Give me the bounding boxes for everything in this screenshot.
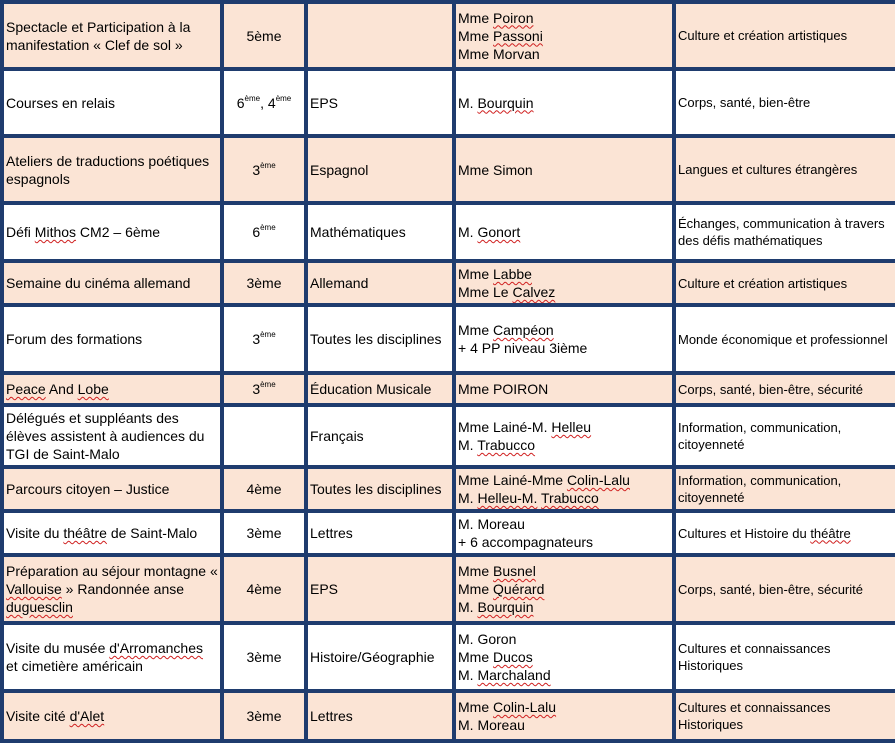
domain-text: Culture et création artistiques bbox=[678, 275, 848, 291]
domain-cell bbox=[676, 469, 895, 513]
activity-cell bbox=[4, 625, 224, 693]
level-superscript-second: ème bbox=[275, 93, 292, 103]
teacher-name: M. Helleu-M. Trabucco bbox=[458, 490, 599, 506]
discipline-cell bbox=[308, 469, 456, 513]
teachers-cell bbox=[456, 513, 676, 557]
level-superscript: ème bbox=[260, 223, 276, 233]
teachers-cell bbox=[456, 71, 676, 138]
discipline-cell bbox=[308, 307, 456, 375]
discipline-text: Allemand bbox=[310, 275, 369, 291]
discipline-cell bbox=[308, 138, 456, 205]
discipline-text: Histoire/Géographie bbox=[310, 649, 435, 665]
level-text: 6 bbox=[252, 224, 261, 240]
domain-cell bbox=[676, 205, 895, 263]
activity-text: Visite du théâtre de Saint-Malo bbox=[6, 525, 198, 541]
domain-cell bbox=[676, 71, 895, 138]
level-text: 5ème bbox=[246, 27, 282, 44]
teacher-name: Mme Busnel bbox=[458, 563, 536, 579]
teachers-cell bbox=[456, 625, 676, 693]
table-row bbox=[4, 693, 895, 743]
discipline-cell bbox=[308, 263, 456, 307]
level-text: 3 bbox=[252, 331, 261, 347]
teacher-name: M. Moreau bbox=[458, 717, 525, 733]
domain-cell bbox=[676, 4, 895, 71]
domain-cell bbox=[676, 557, 895, 625]
domain-text: Corps, santé, bien-être, sécurité bbox=[678, 381, 863, 397]
activity-cell bbox=[4, 693, 224, 743]
level-superscript: ème bbox=[260, 330, 276, 340]
domain-text: Corps, santé, bien-être bbox=[678, 95, 811, 110]
domain-text: Culture et création artistiques bbox=[678, 28, 848, 43]
discipline-cell bbox=[308, 513, 456, 557]
table-row bbox=[4, 138, 895, 205]
activity-cell bbox=[4, 4, 224, 71]
activity-cell bbox=[4, 513, 224, 557]
activity-cell bbox=[4, 307, 224, 375]
teacher-name: Mme Poiron bbox=[458, 9, 534, 26]
teacher-name: Mme Morvan bbox=[458, 45, 540, 62]
discipline-text: Français bbox=[310, 428, 364, 444]
activity-text: Délégués et suppléants des élèves assistent à audiences du TGI de Saint-Malo bbox=[6, 410, 205, 462]
level-text: 3 bbox=[252, 381, 261, 397]
discipline-text: Toutes les disciplines bbox=[310, 481, 442, 497]
level-text: 6 bbox=[236, 94, 245, 111]
teacher-name: M. Marchaland bbox=[458, 667, 551, 683]
domain-text: Information, communication, citoyenneté bbox=[678, 473, 842, 505]
teacher-name: M. Moreau bbox=[458, 516, 525, 532]
domain-text: Cultures et Histoire du théâtre bbox=[678, 525, 851, 541]
activity-text: Semaine du cinéma allemand bbox=[6, 275, 191, 291]
level-cell bbox=[224, 513, 308, 557]
domain-text: Monde économique et professionnel bbox=[678, 331, 888, 347]
level-text: 4ème bbox=[246, 481, 282, 497]
discipline-cell bbox=[308, 693, 456, 743]
teachers-cell bbox=[456, 307, 676, 375]
discipline-text: EPS bbox=[310, 581, 339, 597]
teacher-name: + 6 accompagnateurs bbox=[458, 534, 594, 550]
domain-cell bbox=[676, 307, 895, 375]
level-cell bbox=[224, 469, 308, 513]
discipline-text: Espagnol bbox=[310, 161, 369, 178]
teacher-name: Mme Quérard bbox=[458, 581, 545, 597]
level-text-second: , 4 bbox=[260, 94, 276, 111]
level-cell bbox=[224, 375, 308, 407]
table-row bbox=[4, 407, 895, 469]
teachers-cell bbox=[456, 138, 676, 205]
level-cell bbox=[224, 625, 308, 693]
teacher-name: Mme Le Calvez bbox=[458, 284, 556, 300]
teacher-name: Mme Colin-Lalu bbox=[458, 699, 557, 715]
activity-text: Visite cité d'Alet bbox=[6, 708, 105, 724]
table-row bbox=[4, 557, 895, 625]
level-cell bbox=[224, 205, 308, 263]
teacher-name: M. Gonort bbox=[458, 224, 521, 240]
discipline-cell bbox=[308, 407, 456, 469]
discipline-cell bbox=[308, 557, 456, 625]
activity-cell bbox=[4, 205, 224, 263]
activity-cell bbox=[4, 375, 224, 407]
activity-cell bbox=[4, 557, 224, 625]
discipline-text: Éducation Musicale bbox=[310, 381, 432, 397]
teacher-name: Mme Lainé-M. Helleu bbox=[458, 419, 592, 435]
teachers-cell bbox=[456, 469, 676, 513]
domain-text: Corps, santé, bien-être, sécurité bbox=[678, 581, 863, 597]
teacher-name: M. Bourquin bbox=[458, 94, 534, 111]
domain-cell bbox=[676, 407, 895, 469]
table-row bbox=[4, 71, 895, 138]
domain-cell bbox=[676, 138, 895, 205]
discipline-cell bbox=[308, 71, 456, 138]
level-cell bbox=[224, 138, 308, 205]
table-row bbox=[4, 513, 895, 557]
discipline-cell bbox=[308, 625, 456, 693]
domain-cell bbox=[676, 263, 895, 307]
teachers-cell bbox=[456, 4, 676, 71]
level-text: 3ème bbox=[246, 649, 282, 665]
activity-text: Peace And Lobe bbox=[6, 381, 109, 397]
discipline-text: Toutes les disciplines bbox=[310, 331, 442, 347]
activity-text: Préparation au séjour montagne « Vallouise » Randonnée anse duguesclin bbox=[6, 563, 218, 615]
teacher-name: Mme Labbe bbox=[458, 266, 532, 282]
domain-cell bbox=[676, 625, 895, 693]
level-text: 3ème bbox=[246, 525, 282, 541]
teacher-name: Mme Lainé-Mme Colin-Lalu bbox=[458, 472, 630, 488]
domain-text: Cultures et connaissances Historiques bbox=[678, 700, 831, 732]
table-row bbox=[4, 625, 895, 693]
level-cell bbox=[224, 693, 308, 743]
teacher-name: M. Goron bbox=[458, 631, 517, 647]
activity-text: Parcours citoyen – Justice bbox=[6, 481, 170, 497]
activity-cell bbox=[4, 469, 224, 513]
activity-cell bbox=[4, 138, 224, 205]
activity-text: Forum des formations bbox=[6, 331, 143, 347]
discipline-cell bbox=[308, 4, 456, 71]
teachers-cell bbox=[456, 375, 676, 407]
level-cell bbox=[224, 407, 308, 469]
level-superscript: ème bbox=[260, 380, 276, 390]
activity-text: Visite du musée d'Arromanches et cimetière américain bbox=[6, 640, 203, 674]
teachers-cell bbox=[456, 693, 676, 743]
teacher-name: Mme Ducos bbox=[458, 649, 533, 665]
table-row bbox=[4, 375, 895, 407]
level-superscript: ème bbox=[260, 160, 276, 170]
teacher-name: + 4 PP niveau 3ième bbox=[458, 340, 588, 356]
table-row bbox=[4, 263, 895, 307]
level-cell bbox=[224, 263, 308, 307]
activity-text: Défi Mithos CM2 – 6ème bbox=[6, 224, 161, 240]
activity-cell bbox=[4, 71, 224, 138]
teacher-name: Mme POIRON bbox=[458, 381, 549, 397]
domain-text: Information, communication, citoyenneté bbox=[678, 420, 842, 452]
level-cell bbox=[224, 307, 308, 375]
teachers-cell bbox=[456, 263, 676, 307]
level-text: 3ème bbox=[246, 708, 282, 724]
level-text: 4ème bbox=[246, 581, 282, 597]
teachers-cell bbox=[456, 407, 676, 469]
teacher-name: Mme Campéon bbox=[458, 322, 554, 338]
domain-cell bbox=[676, 693, 895, 743]
domain-text: Cultures et connaissances Historiques bbox=[678, 641, 831, 673]
table-row bbox=[4, 205, 895, 263]
level-cell bbox=[224, 557, 308, 625]
activity-cell bbox=[4, 407, 224, 469]
teachers-cell bbox=[456, 205, 676, 263]
activity-text: Ateliers de traductions poétiques espagnols bbox=[6, 152, 210, 187]
discipline-text: Mathématiques bbox=[310, 224, 406, 240]
level-cell bbox=[224, 4, 308, 71]
level-text: 3ème bbox=[246, 275, 282, 291]
discipline-cell bbox=[308, 205, 456, 263]
discipline-text: EPS bbox=[310, 94, 339, 111]
domain-text: Langues et cultures étrangères bbox=[678, 162, 858, 177]
teacher-name: M. Trabucco bbox=[458, 437, 536, 453]
table-row bbox=[4, 307, 895, 375]
teacher-name: M. Bourquin bbox=[458, 599, 534, 615]
activity-text: Courses en relais bbox=[6, 94, 115, 111]
teacher-name: Mme Passoni bbox=[458, 27, 543, 44]
domain-cell bbox=[676, 375, 895, 407]
level-superscript: ème bbox=[244, 93, 261, 103]
level-text: 3 bbox=[252, 161, 261, 178]
domain-cell bbox=[676, 513, 895, 557]
discipline-cell bbox=[308, 375, 456, 407]
domain-text: Échanges, communication à travers des défis mathématiques bbox=[678, 216, 885, 248]
level-cell bbox=[224, 71, 308, 138]
discipline-text: Lettres bbox=[310, 525, 353, 541]
table-row bbox=[4, 4, 895, 71]
teacher-name: Mme Simon bbox=[458, 161, 533, 178]
discipline-text: Lettres bbox=[310, 708, 353, 724]
table-row bbox=[4, 469, 895, 513]
activity-text: Spectacle et Participation à la manifestation « Clef de sol » bbox=[6, 18, 191, 53]
teachers-cell bbox=[456, 557, 676, 625]
activity-cell bbox=[4, 263, 224, 307]
